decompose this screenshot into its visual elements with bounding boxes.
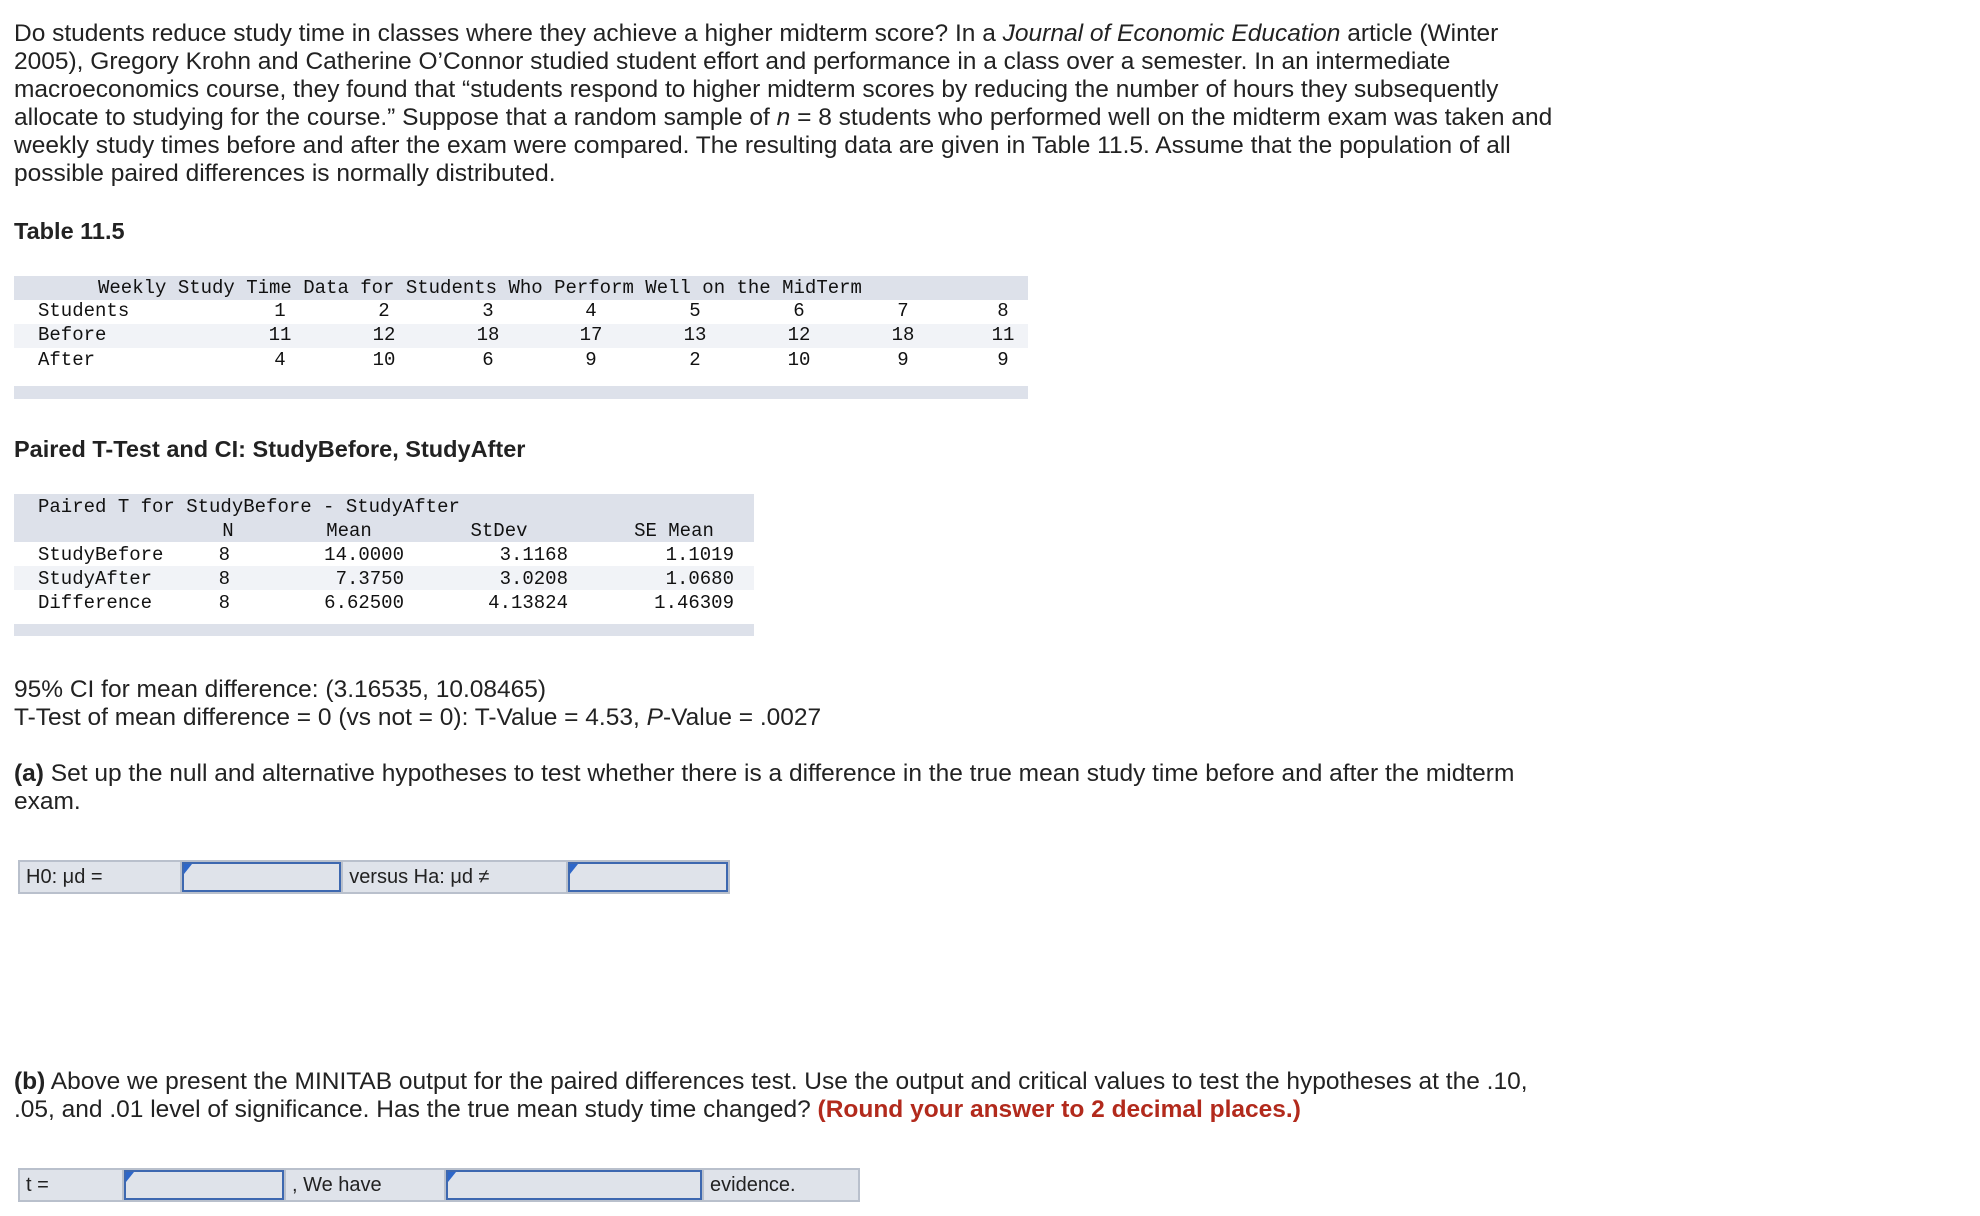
table-cell: 4 (585, 300, 597, 322)
part-a-text: Set up the null and alternative hypotheses to test whether there is a difference in the true mean study time before and after the midterm exam. (14, 760, 1515, 815)
ttest-line (14, 704, 821, 732)
paired-row-label: StudyAfter (38, 568, 153, 590)
table-cell: 2 (378, 300, 390, 322)
t-label: t = (20, 1170, 124, 1200)
table-cell: 6 (793, 300, 805, 322)
paired-n: 8 (218, 592, 230, 614)
study-time-table (14, 276, 1028, 402)
table-cell: 3 (482, 300, 494, 322)
table-cell: 4 (274, 349, 286, 371)
paired-mean: 7.3750 (335, 568, 404, 590)
ha-input[interactable] (568, 862, 728, 892)
paired-mean: 14.0000 (324, 544, 404, 566)
ci-line: 95% CI for mean difference: (3.16535, 10.08465) (14, 676, 547, 703)
paired-t-caption: Paired T for StudyBefore - StudyAfter (38, 496, 460, 518)
paired-stdev: 3.0208 (499, 568, 568, 590)
part-a-question (14, 760, 1554, 816)
evidence-label: evidence. (702, 1170, 858, 1200)
table-cell: 8 (997, 300, 1009, 322)
intro-text-2: article (Winter 2005), Gregory Krohn and Catherine O’Connor studied student effort and performance in a class over a semester. In an intermediate macroeconomics course, they found that “students respond to higher midterm scores by reducing the number of hours they subsequently allocate to studying for the course.” Suppose that a random sample of (14, 20, 1499, 131)
evidence-input[interactable] (446, 1170, 702, 1200)
journal-name: Journal of Economic Education (1002, 20, 1341, 47)
ha-input-wrap (568, 862, 728, 892)
paired-row-label: Difference (38, 592, 153, 614)
table-cell: 10 (787, 349, 811, 371)
paired-row-label: StudyBefore (38, 544, 164, 566)
table-title: Weekly Study Time Data for Students Who Perform Well on the MidTerm (98, 277, 862, 299)
paired-t-output (14, 494, 754, 638)
problem-intro (14, 20, 1554, 188)
part-b-label: (b) (14, 1068, 46, 1095)
h0-input-wrap (182, 862, 341, 892)
p-label: P (646, 704, 663, 731)
ttest-text: T-Test of mean difference = 0 (vs not = 0): T-Value = 4.53, (14, 704, 647, 731)
paired-se-mean: 1.46309 (654, 592, 734, 614)
header-n: N (222, 520, 234, 542)
table-label: Table 11.5 (14, 218, 125, 244)
table-row-label: Students (38, 300, 130, 322)
paired-stdev: 4.13824 (488, 592, 568, 614)
t-input[interactable] (124, 1170, 284, 1200)
part-b-text: Above we present the MINITAB output for the paired differences test. Use the output and critical values to test the hypotheses at the .10, .05, and .01 level of significance. Has the true mean study time changed? (14, 1068, 1528, 1123)
table-cell: 12 (372, 324, 396, 346)
table-cell: 11 (991, 324, 1015, 346)
table-cell: 5 (689, 300, 701, 322)
paired-n: 8 (218, 544, 230, 566)
header-mean: Mean (326, 520, 372, 542)
table-cell: 9 (585, 349, 597, 371)
paired-se-mean: 1.1019 (665, 544, 734, 566)
table-cell: 7 (897, 300, 909, 322)
paired-se-mean: 1.0680 (665, 568, 734, 590)
table-row-label: Before (38, 324, 107, 346)
n-variable: n (776, 104, 791, 131)
table-cell: 18 (476, 324, 500, 346)
table-cell: 9 (997, 349, 1009, 371)
h0-label: H0: μd = (20, 862, 182, 892)
table-row-label: After (38, 349, 96, 371)
hypotheses-answer-row (18, 860, 730, 894)
table-cell: 10 (372, 349, 396, 371)
part-a-label: (a) (14, 760, 44, 787)
evidence-select-wrap (446, 1170, 702, 1200)
p-value-text: -Value = .0027 (662, 704, 822, 731)
table-cell: 13 (683, 324, 707, 346)
paired-n: 8 (218, 568, 230, 590)
table-cell: 11 (268, 324, 292, 346)
paired-mean: 6.62500 (324, 592, 404, 614)
we-have-label: , We have (284, 1170, 446, 1200)
paired-stdev: 3.1168 (499, 544, 568, 566)
table-cell: 6 (482, 349, 494, 371)
paired-test-heading: Paired T-Test and CI: StudyBefore, StudyAfter (14, 436, 526, 462)
table-cell: 12 (787, 324, 811, 346)
table-cell: 2 (689, 349, 701, 371)
table-cell: 17 (579, 324, 603, 346)
h0-input[interactable] (182, 862, 341, 892)
header-stdev: StDev (470, 520, 528, 542)
table-cell: 18 (891, 324, 915, 346)
ha-label: versus Ha: μd ≠ (341, 862, 568, 892)
t-input-wrap (124, 1170, 284, 1200)
rounding-instruction: (Round your answer to 2 decimal places.) (817, 1096, 1301, 1123)
intro-text-3: = 8 students who performed well on the midterm exam was taken and weekly study times before and after the exam were compared. The resulting data are given in Table 11.5. Assume that the population of all possible paired differences is normally distributed. (14, 104, 1553, 187)
header-se-mean: SE Mean (634, 520, 714, 542)
part-b-question (14, 1068, 1554, 1124)
table-cell: 1 (274, 300, 286, 322)
intro-text-1: Do students reduce study time in classes where they achieve a higher midterm score? In a (14, 20, 1003, 47)
t-statistic-answer-row (18, 1168, 860, 1202)
table-cell: 9 (897, 349, 909, 371)
